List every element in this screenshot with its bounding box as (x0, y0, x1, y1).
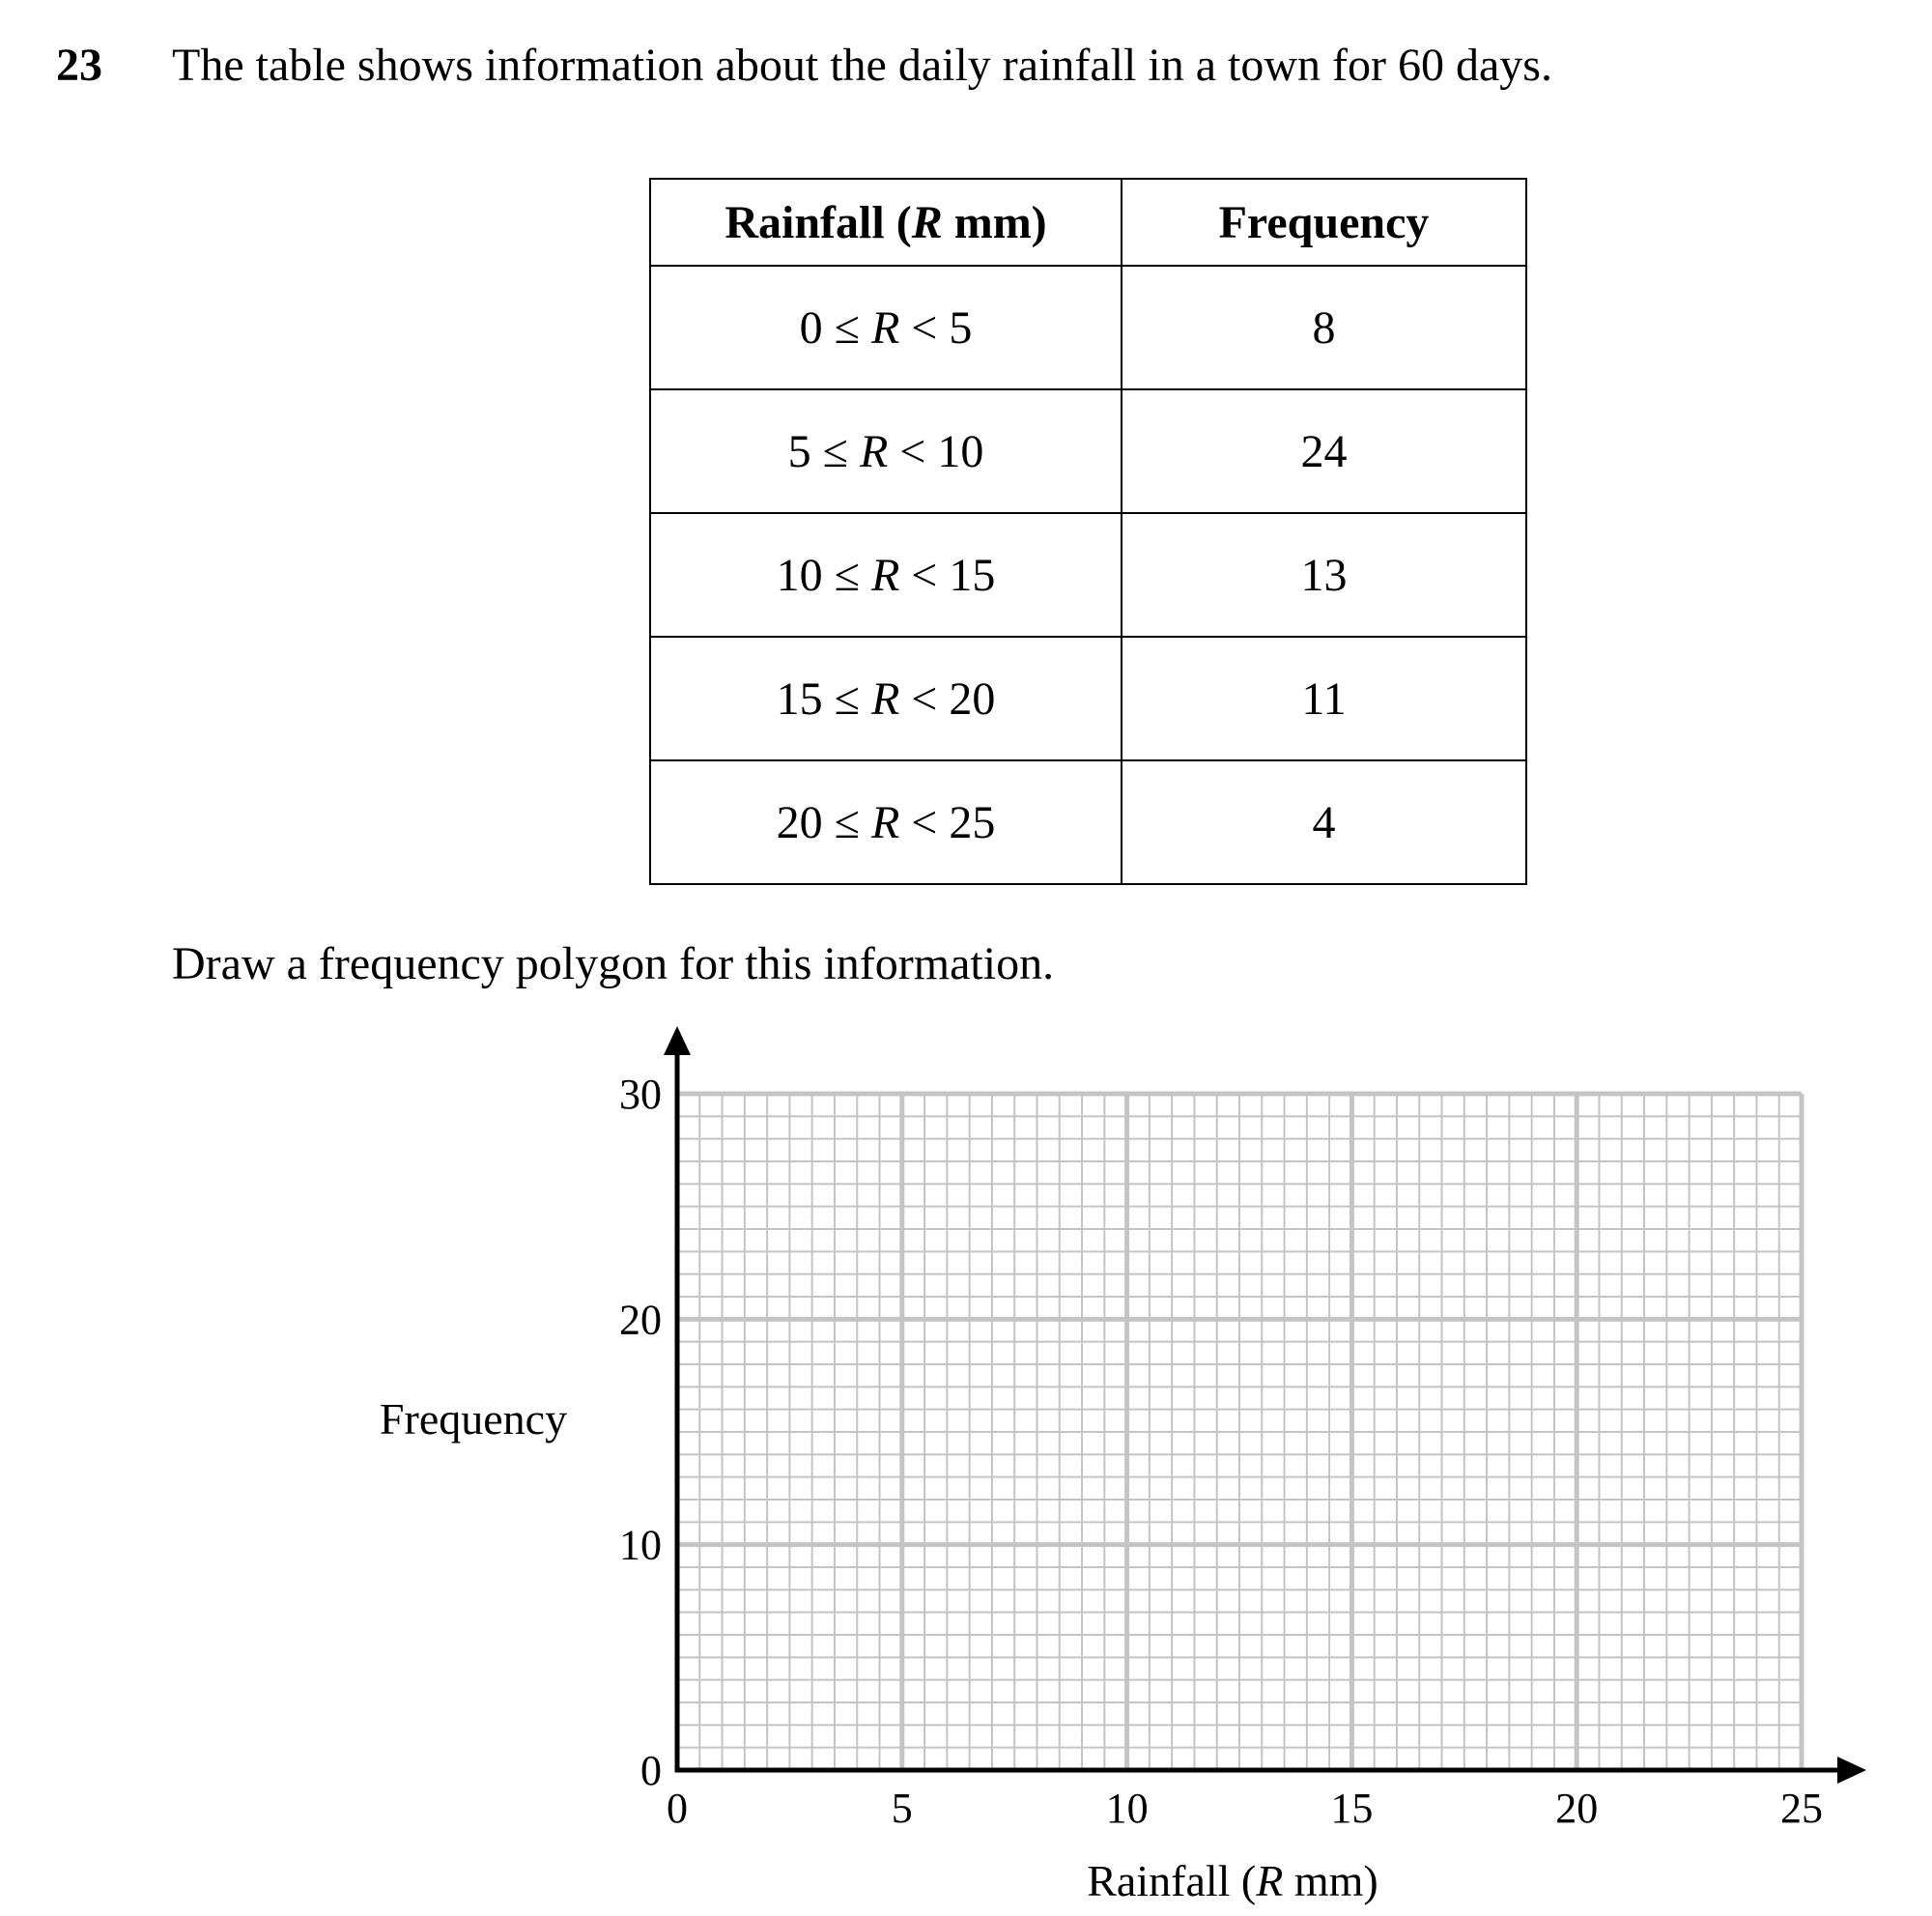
interval-lt: < (911, 549, 938, 601)
interval-le: ≤ (834, 796, 860, 848)
x-tick-label: 0 (667, 1785, 688, 1832)
interval-lower: 0 (799, 301, 823, 354)
interval-upper: 10 (937, 425, 984, 477)
x-axis-label (1087, 1856, 1378, 1905)
interval-lt: < (911, 796, 938, 848)
frequency-cell: 4 (1122, 760, 1526, 884)
x-tick-label: 5 (891, 1785, 913, 1832)
interval-le: ≤ (834, 549, 860, 601)
interval-var: R (870, 549, 900, 601)
interval-lt: < (911, 301, 938, 354)
interval-lower: 5 (787, 425, 811, 477)
x-tick-label: 10 (1105, 1785, 1149, 1832)
question-number: 23 (56, 40, 102, 91)
interval-var: R (870, 672, 900, 725)
x-tick-label: 20 (1555, 1785, 1599, 1832)
y-tick-label: 20 (619, 1296, 662, 1344)
frequency-cell: 8 (1122, 266, 1526, 389)
interval-upper: 15 (949, 549, 996, 601)
interval-lower: 20 (776, 796, 823, 848)
header-rainfall-variable: R (911, 196, 943, 248)
interval-le: ≤ (834, 301, 860, 354)
question-intro: The table shows information about the daily rainfall in a town for 60 days. (172, 40, 1552, 91)
y-tick-label: 0 (640, 1747, 662, 1794)
y-axis-arrow-icon (664, 1026, 691, 1055)
interval-var: R (859, 425, 889, 477)
y-tick-label: 30 (619, 1071, 662, 1118)
interval-lower: 15 (776, 672, 823, 725)
interval-var: R (870, 301, 900, 354)
header-rainfall-prefix: Rainfall ( (724, 196, 912, 248)
interval-var: R (870, 796, 900, 848)
interval-upper: 5 (949, 301, 973, 354)
interval-le: ≤ (822, 425, 848, 477)
interval-lt: < (911, 672, 938, 725)
x-axis-label-prefix: Rainfall ( (1087, 1856, 1257, 1905)
x-axis-label-suffix: mm) (1283, 1856, 1378, 1905)
x-axis-label-variable: R (1256, 1856, 1284, 1905)
y-axis-label: Frequency (379, 1394, 568, 1444)
interval-upper: 20 (949, 672, 996, 725)
interval-lt: < (899, 425, 926, 477)
x-tick-label: 15 (1330, 1785, 1374, 1832)
x-tick-label: 25 (1780, 1785, 1823, 1832)
interval-lower: 10 (776, 549, 823, 601)
header-rainfall-suffix: mm) (942, 196, 1047, 248)
frequency-cell: 11 (1122, 637, 1526, 760)
interval-upper: 25 (949, 796, 996, 848)
frequency-cell: 24 (1122, 389, 1526, 513)
x-axis-arrow-icon (1837, 1757, 1866, 1784)
interval-le: ≤ (834, 672, 860, 725)
header-frequency: Frequency (1122, 179, 1526, 266)
y-tick-label: 10 (619, 1521, 662, 1569)
frequency-cell: 13 (1122, 513, 1526, 637)
question-instruction: Draw a frequency polygon for this information. (172, 938, 1055, 989)
minor-grid-lines (677, 1094, 1802, 1770)
